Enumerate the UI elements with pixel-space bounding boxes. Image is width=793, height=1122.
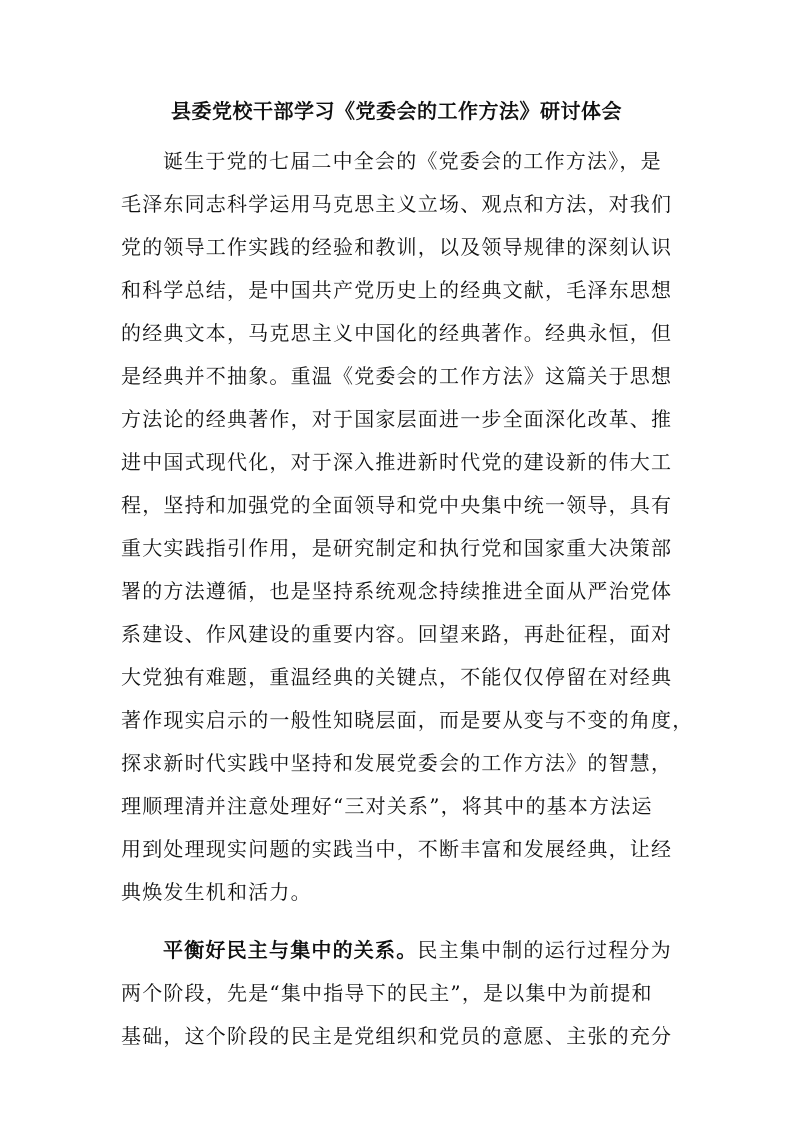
document-title: 县委党校干部学习《党委会的工作方法》研讨体会 xyxy=(171,99,622,123)
paragraph-line: 的经典文本，马克思主义中国化的经典著作。经典永恒，但 xyxy=(121,321,673,345)
paragraph-line: 署的方法遵循，也是坚持系统观念持续推进全面从严治党体 xyxy=(121,579,673,603)
paragraph-line: 是经典并不抽象。重温《党委会的工作方法》这篇关于思想 xyxy=(121,364,673,388)
paragraph-line: 和科学总结，是中国共产党历史上的经典文献，毛泽东思想 xyxy=(121,278,673,302)
paragraph-line: 党的领导工作实践的经验和教训，以及领导规律的深刻认识 xyxy=(121,235,673,259)
paragraph-line: 典焕发生机和活力。 xyxy=(121,880,312,904)
paragraph-line: 基础，这个阶段的民主是党组织和党员的意愿、主张的充分 xyxy=(121,1024,673,1048)
section-heading: 平衡好民主与集中的关系。 xyxy=(163,938,418,962)
paragraph-line: 探求新时代实践中坚持和发展党委会的工作方法》的智慧， xyxy=(121,751,673,775)
paragraph-text: 民主集中制的运行过程分为 xyxy=(417,938,672,962)
paragraph-line: 诞生于党的七届二中全会的《党委会的工作方法》，是 xyxy=(163,149,662,173)
paragraph-line: 大党独有难题，重温经典的关键点，不能仅仅停留在对经典 xyxy=(121,665,673,689)
paragraph-line: 用到处理现实问题的实践当中，不断丰富和发展经典，让经 xyxy=(121,837,673,861)
paragraph-line: 两个阶段，先是“集中指导下的民主”，是以集中为前提和 xyxy=(121,981,653,1005)
paragraph-first-line xyxy=(163,934,681,963)
paragraph-line: 毛泽东同志科学运用马克思主义立场、观点和方法，对我们 xyxy=(121,192,673,216)
paragraph-line: 重大实践指引作用，是研究制定和执行党和国家重大决策部 xyxy=(121,536,673,560)
paragraph-line: 理顺理清并注意处理好“三对关系”，将其中的基本方法运 xyxy=(121,794,653,818)
paragraph-line: 程，坚持和加强党的全面领导和党中央集中统一领导，具有 xyxy=(121,493,673,517)
paragraph-line: 方法论的经典著作，对于国家层面进一步全面深化改革、推 xyxy=(121,407,673,431)
paragraph-line: 著作现实启示的一般性知晓层面，而是要从变与不变的角度， xyxy=(121,708,694,732)
paragraph-line: 系建设、作风建设的重要内容。回望来路，再赴征程，面对 xyxy=(121,622,673,646)
paragraph-line: 进中国式现代化，对于深入推进新时代党的建设新的伟大工 xyxy=(121,450,673,474)
